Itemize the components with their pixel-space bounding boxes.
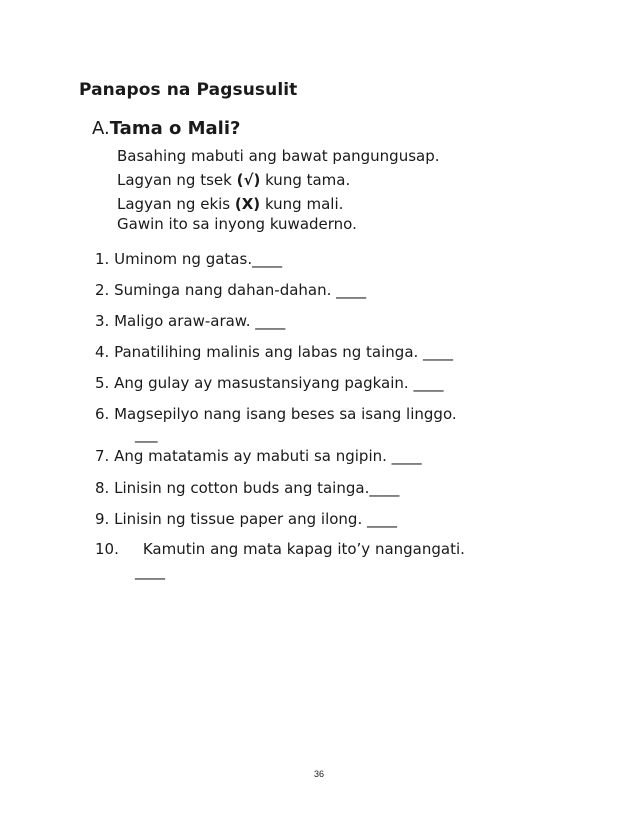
- instruction-text: kung mali.: [260, 195, 344, 213]
- item-number: 7.: [95, 447, 110, 465]
- item-number: 3.: [95, 312, 110, 330]
- item-text: Uminom ng gatas.____: [114, 250, 283, 268]
- answer-blank: ____: [135, 562, 165, 580]
- instruction-line: Gawin ito sa inyong kuwaderno.: [117, 215, 357, 233]
- section-heading: [92, 118, 240, 139]
- section-letter: A.: [92, 118, 110, 139]
- item-text: Maligo araw-araw. ____: [114, 312, 286, 330]
- item-number: 5.: [95, 374, 110, 392]
- item-text: Suminga nang dahan-dahan. ____: [114, 281, 367, 299]
- item-text: Linisin ng cotton buds ang tainga.____: [114, 479, 400, 497]
- check-mark-symbol: (√): [236, 171, 261, 189]
- instruction-text: kung tama.: [260, 171, 351, 189]
- item-text: Ang gulay ay masustansiyang pagkain. ____: [114, 374, 444, 392]
- item-number: 9.: [95, 510, 110, 528]
- instruction-line: [117, 195, 343, 213]
- instruction-line: Basahing mabuti ang bawat pangungusap.: [117, 147, 440, 165]
- item-number: 6.: [95, 405, 110, 423]
- item-number: 8.: [95, 479, 110, 497]
- list-item: [95, 479, 399, 497]
- list-item: [95, 540, 465, 558]
- item-text: Kamutin ang mata kapag ito’y nangangati.: [142, 540, 465, 558]
- list-item: [95, 447, 422, 465]
- item-text: Panatilihing malinis ang labas ng tainga. ____: [114, 343, 454, 361]
- section-title: Tama o Mali?: [109, 118, 241, 139]
- x-mark-symbol: (X): [234, 195, 261, 213]
- item-number: 4.: [95, 343, 110, 361]
- list-item: [95, 405, 457, 423]
- list-item: [95, 250, 282, 268]
- item-text: Magsepilyo nang isang beses sa isang linggo.: [114, 405, 457, 423]
- list-item: [95, 281, 366, 299]
- instruction-text: Lagyan ng tsek: [117, 171, 237, 189]
- page-number: 36: [313, 769, 324, 779]
- item-number: 2.: [95, 281, 110, 299]
- list-item: [95, 374, 443, 392]
- instruction-line: [117, 171, 350, 189]
- page-title: Panapos na Pagsusulit: [79, 80, 298, 100]
- list-item: [95, 343, 453, 361]
- instruction-text: Lagyan ng ekis: [117, 195, 235, 213]
- item-text: Ang matatamis ay mabuti sa ngipin. ____: [114, 447, 422, 465]
- item-text: Linisin ng tissue paper ang ilong. ____: [114, 510, 397, 528]
- item-number: 1.: [95, 250, 110, 268]
- list-item: [95, 312, 285, 330]
- item-number: 10.: [95, 540, 119, 558]
- answer-blank: ___: [135, 425, 158, 443]
- list-item: [95, 510, 397, 528]
